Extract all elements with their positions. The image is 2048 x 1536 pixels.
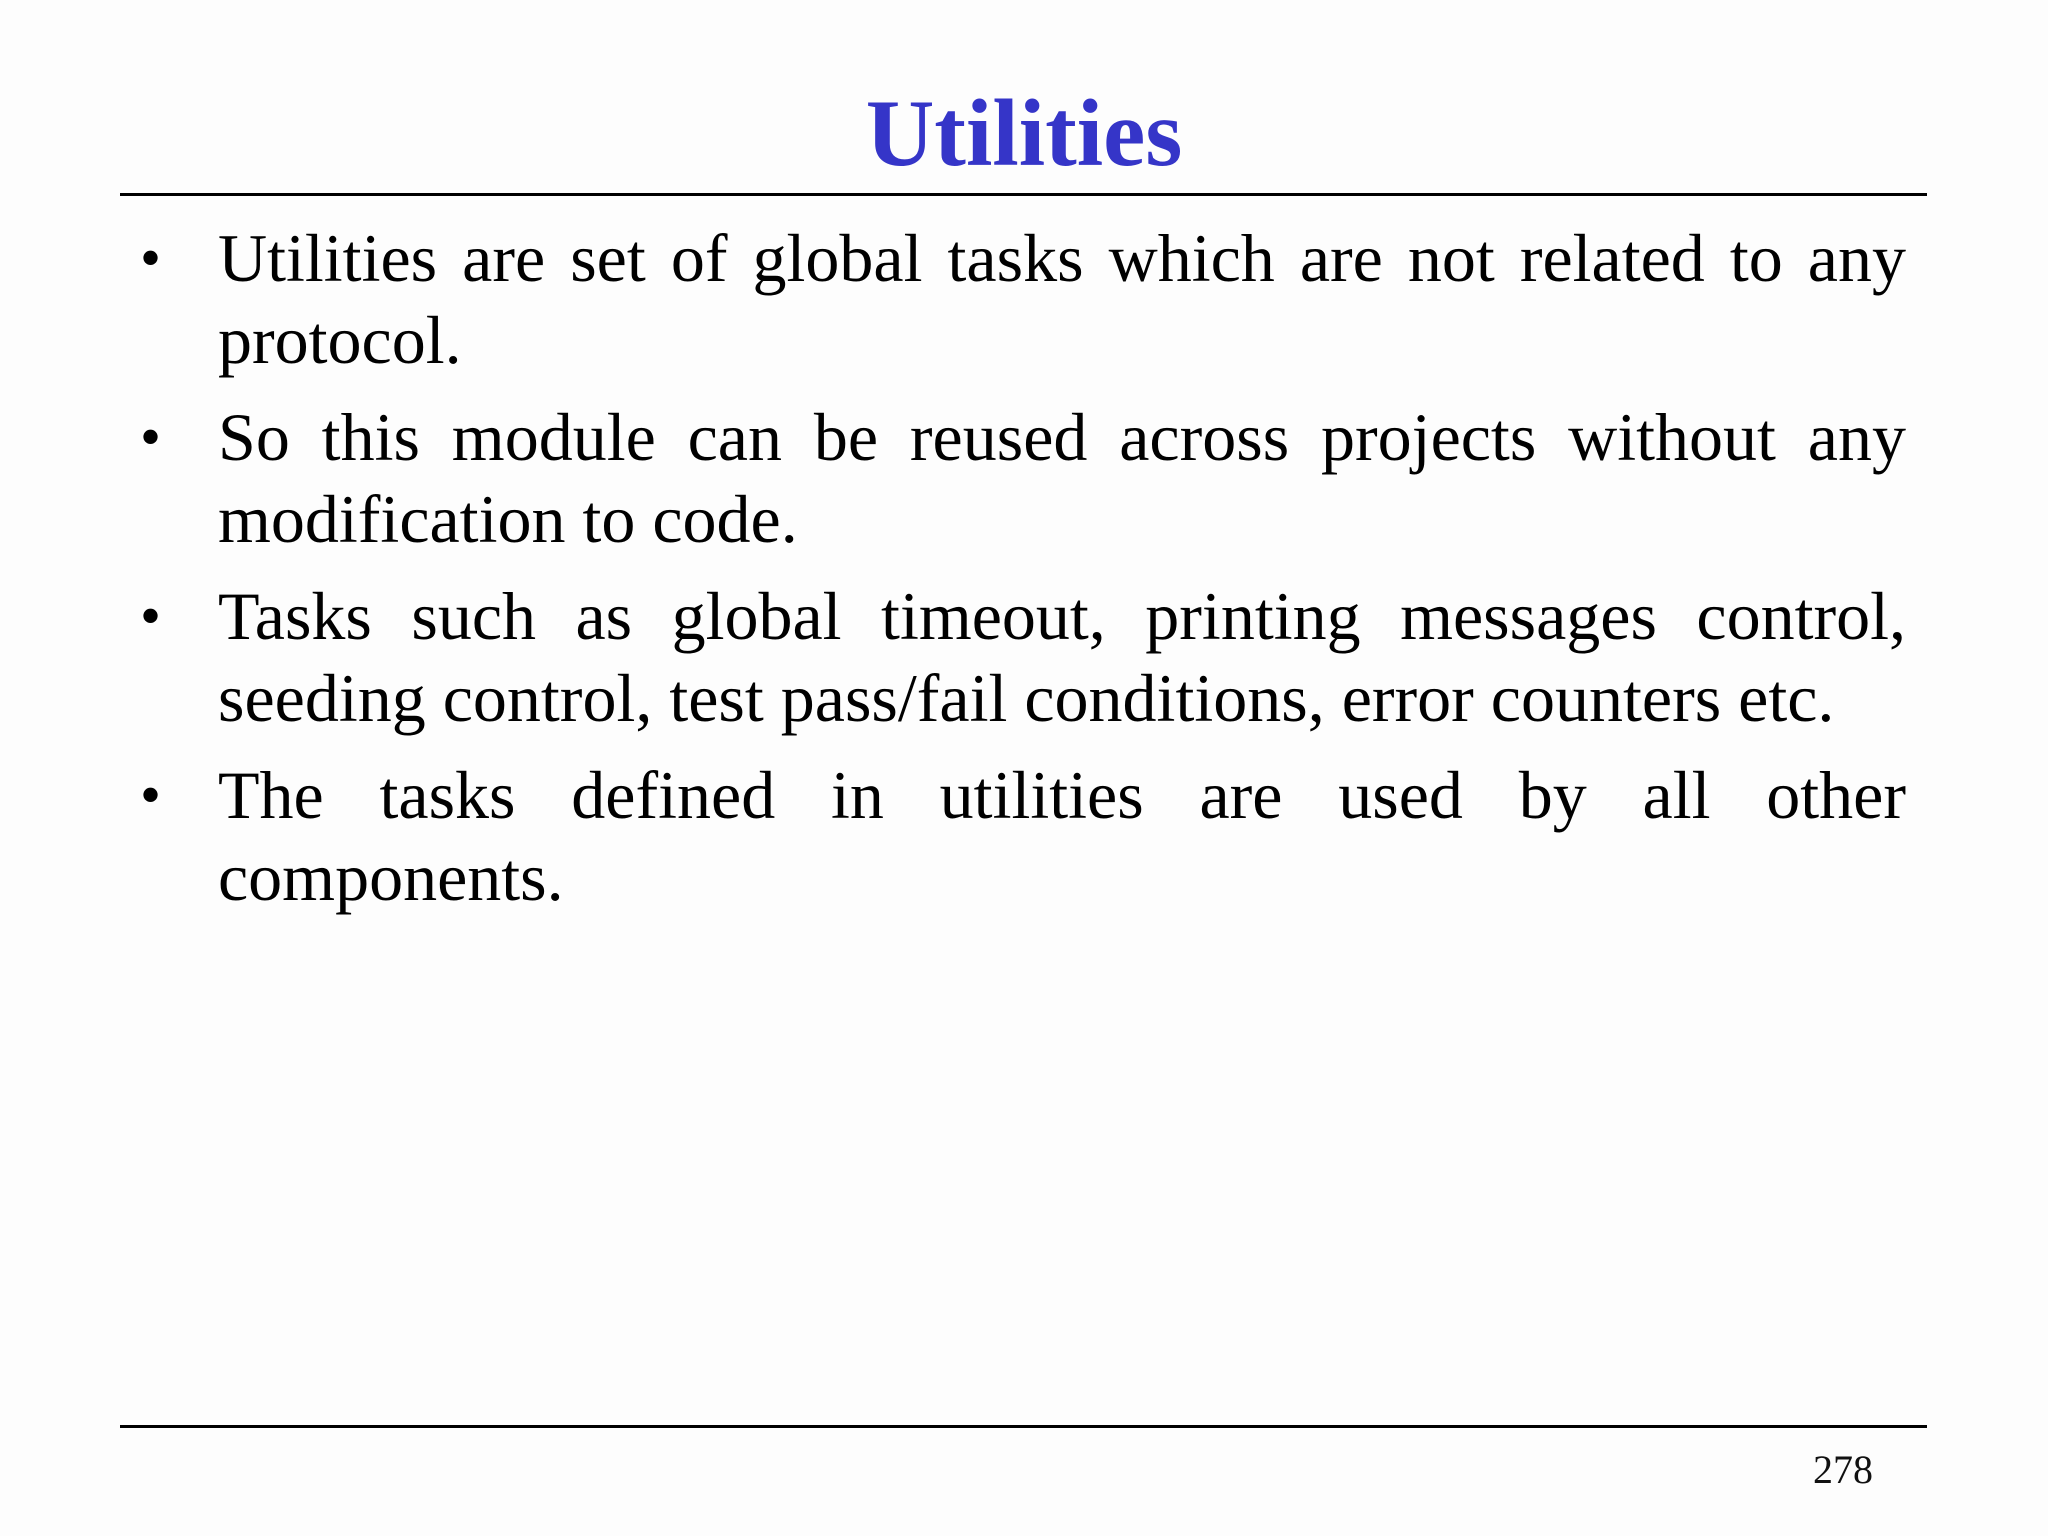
bullet-marker: • <box>140 225 162 291</box>
bullet-marker: • <box>140 762 162 828</box>
bullet-text: Tasks such as global timeout, printing messages control, seeding control, test pass/fail conditions, error counters etc. <box>218 578 1906 736</box>
bullet-text: So this module can be reused across projects without any modification to code. <box>218 399 1906 557</box>
page-number: 278 <box>1813 1447 1873 1492</box>
bullet-item <box>140 754 1906 918</box>
slide-title: Utilities <box>865 80 1183 186</box>
bullet-list <box>140 217 1906 933</box>
bullet-item <box>140 217 1906 381</box>
bullet-text: The tasks defined in utilities are used by all other components. <box>218 757 1906 915</box>
bullet-marker: • <box>140 404 162 470</box>
bullet-item <box>140 396 1906 560</box>
title-divider <box>120 193 1927 196</box>
bullet-text: Utilities are set of global tasks which are not related to any protocol. <box>218 220 1906 378</box>
footer-divider <box>120 1425 1927 1428</box>
bullet-item <box>140 575 1906 739</box>
bullet-marker: • <box>140 583 162 649</box>
